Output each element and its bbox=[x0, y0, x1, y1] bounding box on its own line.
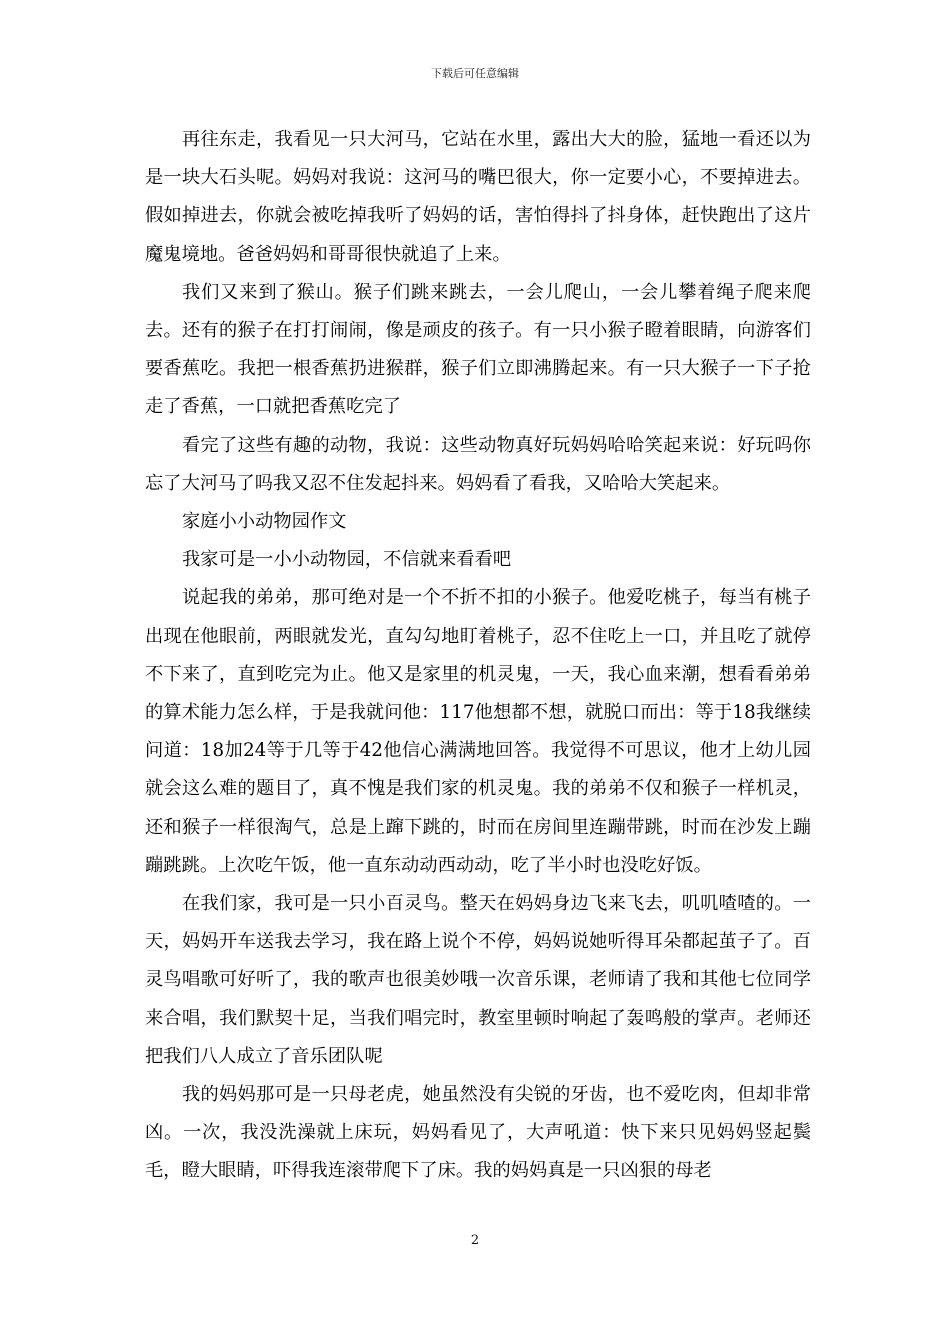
page-number: 2 bbox=[470, 1233, 480, 1248]
paragraph-lark: 在我们家，我可是一只小百灵鸟。整天在妈妈身边飞来飞去，叽叽喳喳的。一天，妈妈开车送我去学习，我在路上说个不停，妈妈说她听得耳朵都起茧子了。百灵鸟唱歌可好听了，我的歌声也很美妙哦一次音乐课，老师请了我和其他七位同学来合唱，我们默契十足，当我们唱完时，教室里顿时响起了轰鸣般的掌声。老师还把我们八人成立了音乐团队呢 bbox=[145, 893, 811, 1067]
paragraph-hippo: 再往东走，我看见一只大河马，它站在水里，露出大大的脸，猛地一看还以为是一块大石头呢。妈妈对我说：这河马的嘴巴很大，你一定要小心，不要掉进去。假如掉进去，你就会被吃掉我听了妈妈的话，害怕得抖了抖身体，赶快跑出了这片魔鬼境地。爸爸妈妈和哥哥很快就追了上来。 bbox=[145, 129, 811, 265]
body-text bbox=[145, 121, 811, 1191]
paragraph-monkey-hill: 我们又来到了猴山。猴子们跳来跳去，一会儿爬山，一会儿攀着绳子爬来爬去。还有的猴子在打打闹闹，像是顽皮的孩子。有一只小猴子瞪着眼睛，向游客们要香蕉吃。我把一根香蕉扔进猴群，猴子们立即沸腾起来。有一只大猴子一下子抢走了香蕉，一口就把香蕉吃完了 bbox=[145, 281, 811, 418]
paragraph-mother-tiger: 我的妈妈那可是一只母老虎，她虽然没有尖锐的牙齿，也不爱吃肉，但却非常凶。一次，我没洗澡就上床玩，妈妈看见了，大声吼道：快下来只见妈妈竖起鬓毛，瞪大眼睛，吓得我连滚带爬下了床。我的妈妈真是一只凶狠的母老 bbox=[145, 1084, 811, 1182]
page-header: 下载后可任意编辑 bbox=[431, 67, 519, 80]
paragraph-intro: 我家可是一小小动物园，不信就来看看吧 bbox=[182, 549, 512, 571]
paragraph-brother-monkey: 说起我的弟弟，那可绝对是一个不折不扣的小猴子。他爱吃桃子，每当有桃子出现在他眼前，两眼就发光，直勾勾地盯着桃子，忍不住吃上一口，并且吃了就停不下来了，直到吃完为止。他又是家里的机灵鬼，一天，我心血来潮，想看看弟弟的算术能力怎么样，于是我就问他：117他想都不想，就脱口而出：等于18我继续问道：18加24等于几等于42他信心满满地回答。我觉得不可思议，他才上幼儿园就会这么难的题目了，真不愧是我们家的机灵鬼。我的弟弟不仅和猴子一样机灵，还和猴子一样很淘气，总是上蹿下跳的，时而在房间里连蹦带跳，时而在沙发上蹦蹦跳跳。上次吃午饭，他一直东动动西动动，吃了半小时也没吃好饭。 bbox=[145, 587, 811, 876]
paragraph-animals-fun: 看完了这些有趣的动物，我说：这些动物真好玩妈妈哈哈笑起来说：好玩吗你忘了大河马了吗我又忍不住发起抖来。妈妈看了看我，又哈哈大笑起来。 bbox=[145, 434, 811, 494]
essay-title: 家庭小小动物园作文 bbox=[182, 511, 347, 533]
